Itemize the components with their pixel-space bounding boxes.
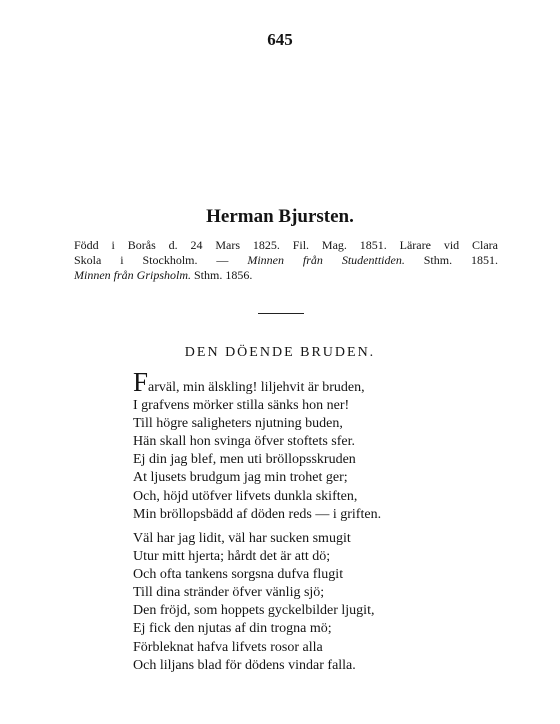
verse-line: I grafvens mörker stilla sänks hon ner! [133, 398, 350, 414]
verse-line: Utur mitt hjerta; hårdt det är att dö; [133, 549, 331, 565]
verse-line: Ej fick den njutas af din trogna mö; [133, 621, 332, 637]
book-title: Minnen från Studenttiden. [247, 253, 405, 267]
verse-line: Och ofta tankens sorgsna dufva flugit [133, 567, 344, 583]
verse-line: Min bröllopsbädd af döden reds — i griften. [133, 506, 382, 522]
verse-line: Hän skall hon svinga öfver stoftets sfer. [133, 434, 356, 450]
verse-text: arväl, min älskling! liljehvit är bruden, [148, 380, 365, 395]
verse-line: Väl har jag lidit, väl har sucken smugit [133, 531, 351, 546]
bio-line-3 [74, 268, 498, 283]
verse-line: At ljusets brudgum jag min trohet ger; [133, 470, 348, 486]
drop-cap: F [133, 367, 149, 397]
page-number: 645 [267, 30, 293, 49]
stanza-2 [133, 530, 433, 675]
verse-line [133, 367, 433, 397]
verse-line: Förbleknat hafva lifvets rosor alla [133, 639, 323, 655]
author-heading: Herman Bjursten. [206, 206, 354, 227]
verse-line: Och liljans blad för dödens vindar falla. [133, 657, 356, 673]
book-title: Minnen från Gripsholm. [74, 268, 191, 282]
section-divider [258, 313, 304, 314]
bio-text: Sthm. 1856. [191, 268, 253, 282]
bio-text: Sthm. 1851. [404, 253, 499, 267]
stanza-1 [133, 367, 433, 524]
author-bio [74, 238, 498, 283]
verse-line: Till dina stränder öfver vänlig sjö; [133, 585, 325, 601]
verse-line: Den fröjd, som hoppets gyckelbilder ljugit, [133, 603, 375, 619]
verse-line: Till högre saligheters njutning buden, [133, 416, 343, 432]
poem-title: DEN DÖENDE BRUDEN. [184, 345, 376, 360]
verse-line: Ej din jag blef, men uti bröllopsskruden [133, 452, 356, 468]
verse-line: Och, höjd utöfver lifvets dunkla skiften, [133, 488, 358, 504]
bio-text: Skola i Stockholm. — [74, 253, 248, 267]
bio-line-1: Född i Borås d. 24 Mars 1825. Fil. Mag. 1851. Lärare vid Clara [74, 238, 498, 252]
bio-line-2 [74, 253, 498, 268]
